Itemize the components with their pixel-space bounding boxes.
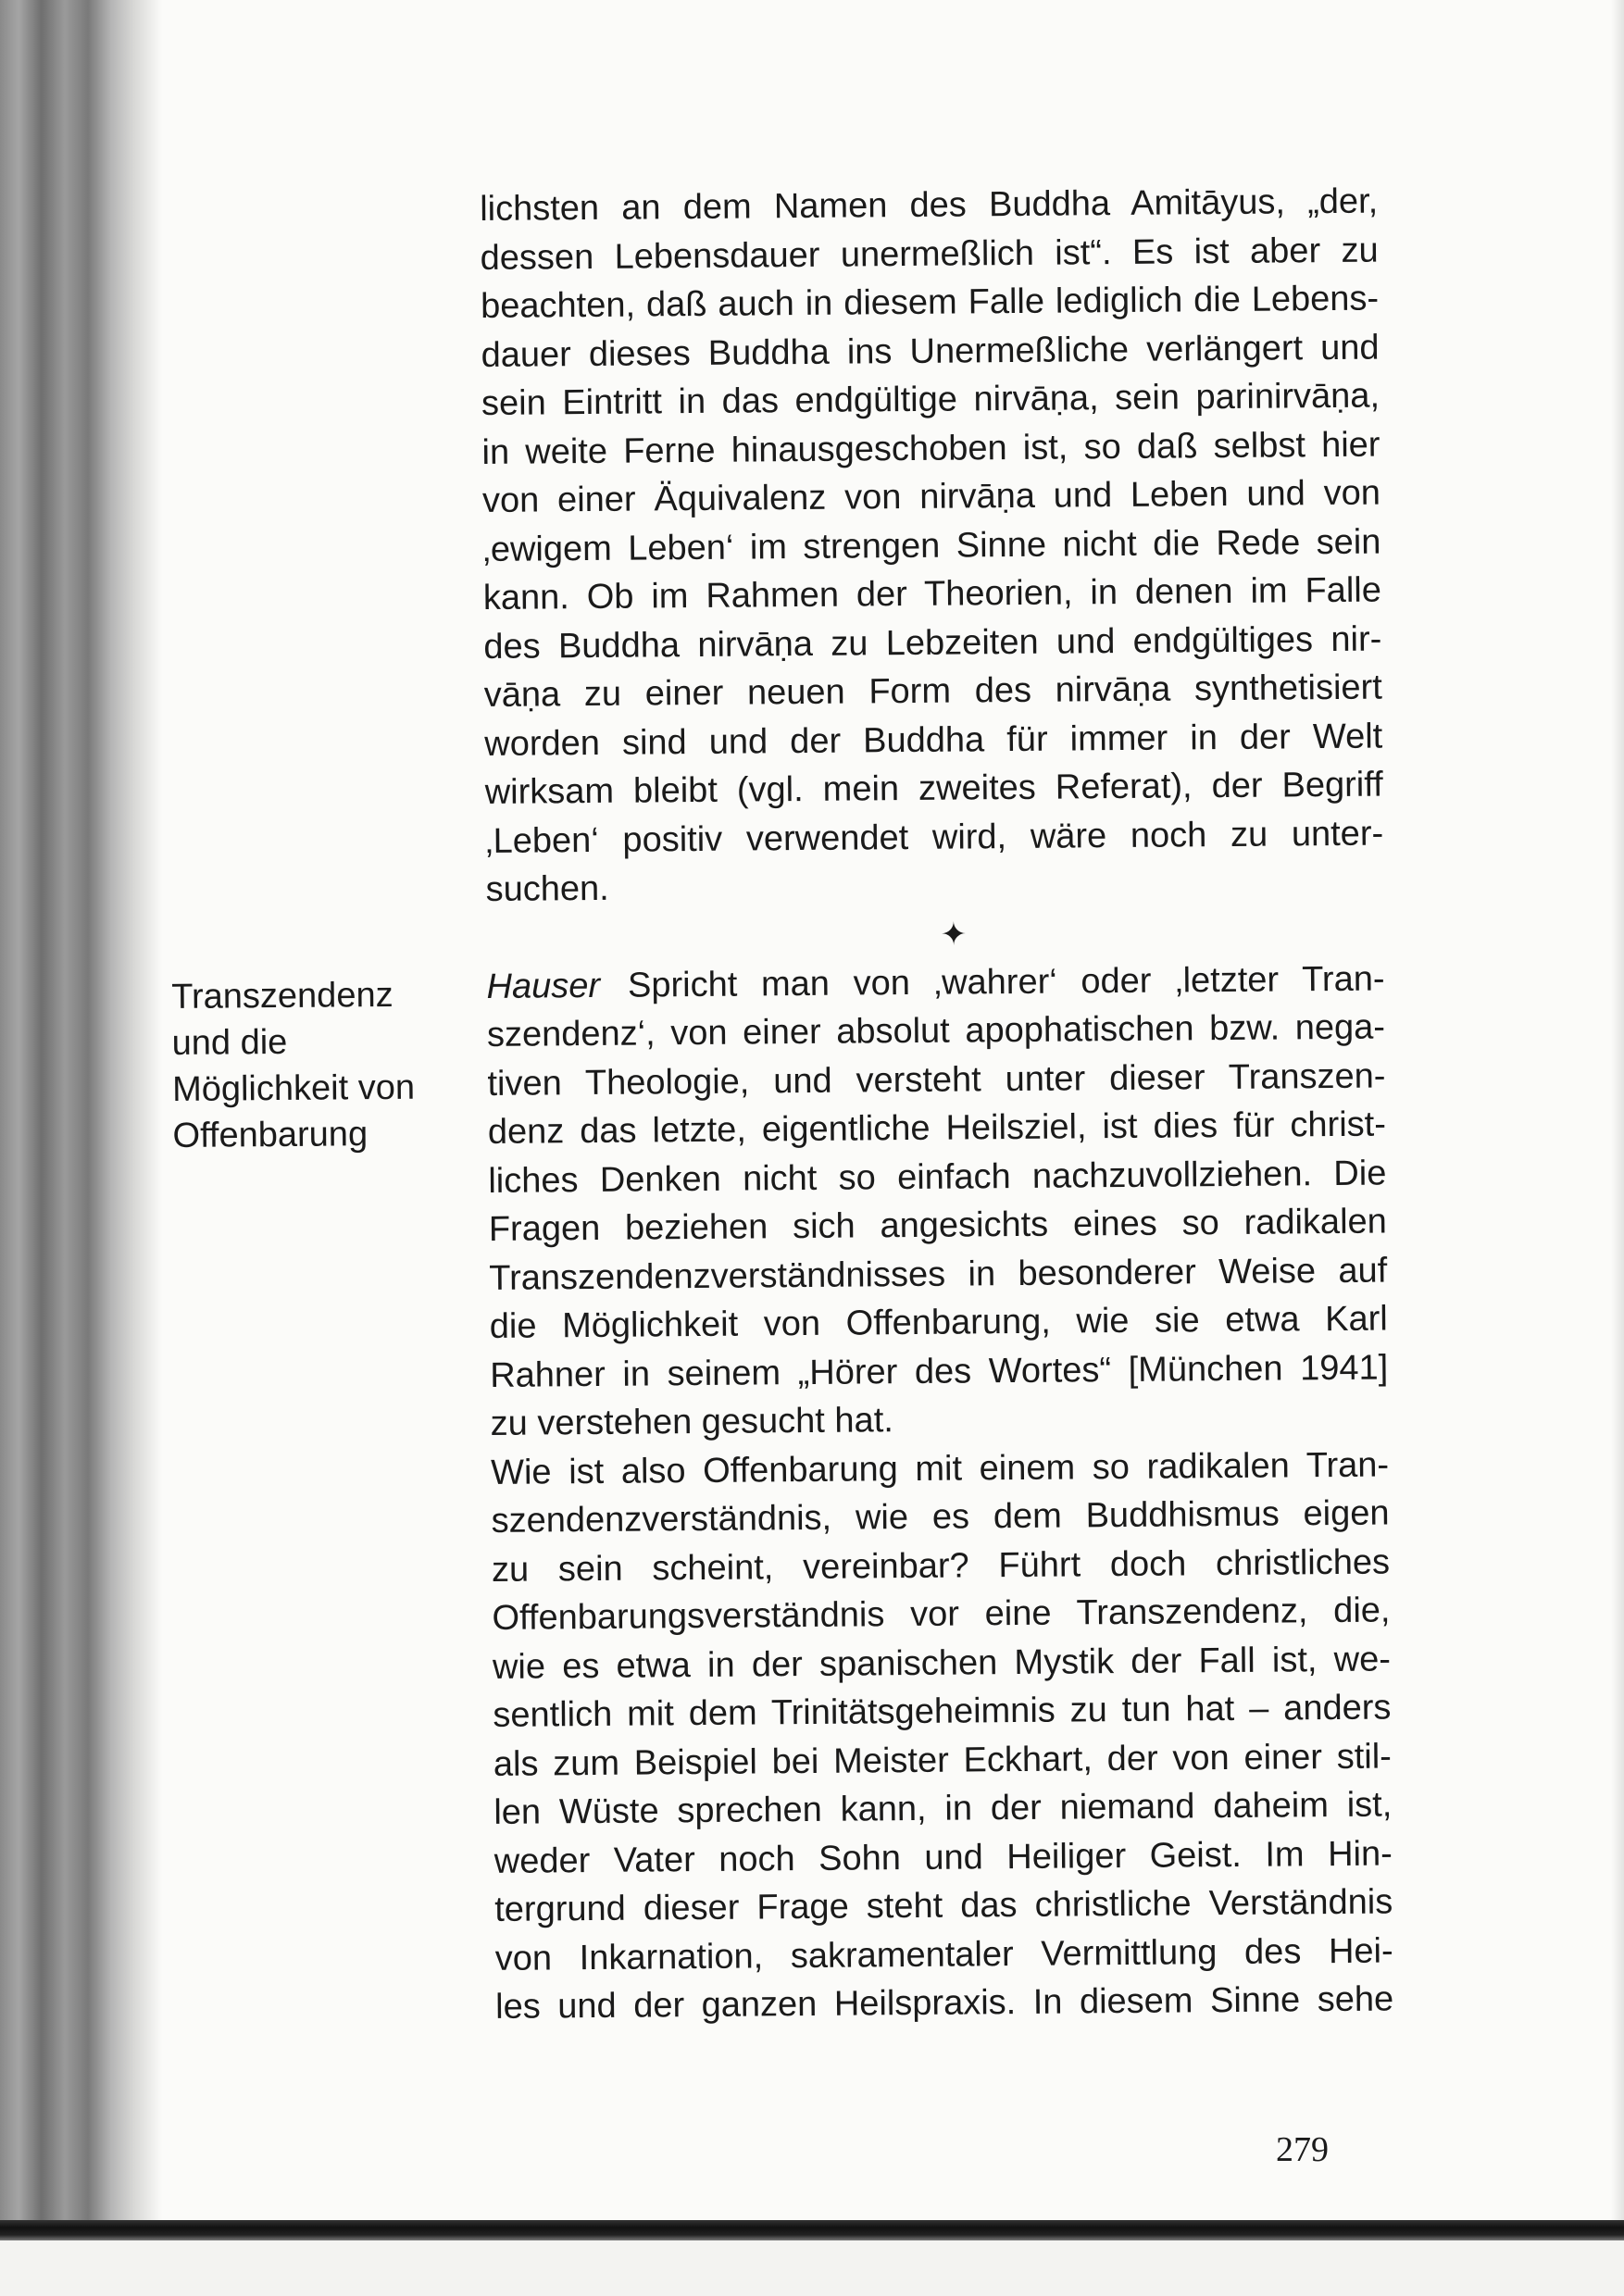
text-line: dauer dieses Buddha ins Unermeßliche verlängert und xyxy=(481,328,1380,375)
text-line: Fragen beziehen sich angesichts eines so radikalen xyxy=(488,1202,1387,1249)
text-line: szendenz‘, von einer absolut apophatischen bzw. nega- xyxy=(486,1007,1386,1054)
paragraph-offenbarung xyxy=(491,1441,1393,2031)
text-line: von Inkarnation, sakramentaler Vermittlung des Hei- xyxy=(494,1930,1393,1978)
text-line: weder Vater noch Sohn und Heiliger Geist. Im Hin- xyxy=(493,1833,1393,1881)
text-line: wirksam bleibt (vgl. mein zweites Referat), der Begriff xyxy=(484,765,1383,812)
text-line: ‚Leben‘ positiv verwendet wird, wäre noch zu unter- xyxy=(484,814,1384,861)
text-line: beachten, daß auch in diesem Falle lediglich die Lebens- xyxy=(480,279,1380,326)
speaker-name: Hauser xyxy=(486,966,601,1006)
text-line: wie es etwa in der spanischen Mystik der Fall ist, we- xyxy=(492,1639,1392,1687)
text-line: lichsten an dem Namen des Buddha Amitāyus, „der, xyxy=(480,181,1379,229)
text-line: worden sind und der Buddha für immer in der Welt xyxy=(484,717,1383,764)
scan-bottom-edge xyxy=(0,2220,1624,2240)
text-line: Spricht man von ‚wahrer‘ oder ‚letzter Tran- xyxy=(627,959,1385,1005)
text-line: in weite Ferne hinausgeschoben ist, so daß selbst hier xyxy=(481,425,1380,472)
text-line: Wie ist also Offenbarung mit einem so radikalen Tran- xyxy=(490,1444,1390,1492)
text-line: zu sein scheint, vereinbar? Führt doch christliches xyxy=(491,1541,1391,1590)
text-line: Offenbarungsverständnis vor eine Transzendenz, die, xyxy=(492,1591,1391,1638)
text-line: von einer Äquivalenz von nirvāṇa und Leben und von xyxy=(481,473,1381,520)
margin-heading-line: und die xyxy=(171,1022,288,1063)
margin-heading-line: Offenbarung xyxy=(172,1115,369,1155)
margin-heading-line: Möglichkeit von xyxy=(171,1067,416,1109)
text-line: sentlich mit dem Trinitätsgeheimnis zu tun hat – anders xyxy=(493,1688,1392,1735)
body-text xyxy=(480,178,1393,2032)
scan-bottom-strip xyxy=(0,2240,1624,2296)
text-line: tergrund dieser Frage steht das christliche Verständnis xyxy=(494,1882,1393,1929)
text-line: szendenzverständnis, wie es dem Buddhismus eigen xyxy=(491,1493,1390,1541)
text-line: Rahner in seinem „Hörer des Wortes“ [München 1941] xyxy=(490,1347,1389,1395)
section-divider-icon: ✦ xyxy=(940,916,968,953)
paragraph-hauser xyxy=(486,955,1389,1448)
text-line: les und der ganzen Heilspraxis. In diesem Sinne sehe xyxy=(494,1979,1394,2027)
text-line: als zum Beispiel bei Meister Eckhart, der von einer stil- xyxy=(493,1736,1393,1784)
text-line: dessen Lebensdauer unermeßlich ist“. Es ist aber zu xyxy=(480,231,1379,278)
text-line: denz das letzte, eigentliche Heilsziel, ist dies für christ- xyxy=(487,1104,1387,1152)
binding-shadow xyxy=(0,0,162,2250)
margin-heading xyxy=(171,971,442,1159)
text-line-first xyxy=(486,955,1384,1011)
text-line: len Wüste sprechen kann, in der niemand daheim ist, xyxy=(493,1785,1393,1832)
page-number: 279 xyxy=(1276,2130,1329,2169)
text-line: des Buddha nirvāṇa zu Lebzeiten und endgültiges nir- xyxy=(483,619,1382,667)
text-line: zu verstehen gesucht hat. xyxy=(490,1401,894,1443)
text-line: Transzendenzverständnisses in besonderer Weise auf xyxy=(489,1250,1388,1298)
text-line: liches Denken nicht so einfach nachzuvollziehen. Die xyxy=(488,1153,1387,1201)
text-line: die Möglichkeit von Offenbarung, wie sie etwa Karl xyxy=(489,1299,1388,1346)
text-line: kann. Ob im Rahmen der Theorien, in denen im Falle xyxy=(482,570,1382,618)
text-line: vāṇa zu einer neuen Form des nirvāṇa synthetisiert xyxy=(483,668,1382,715)
text-line: suchen. xyxy=(485,868,609,909)
text-line: sein Eintritt in das endgültige nirvāṇa, sein parinirvāṇa, xyxy=(481,376,1380,423)
text-line: ‚ewigem Leben‘ im strengen Sinne nicht die Rede sein xyxy=(482,522,1381,569)
page-right-edge xyxy=(1611,0,1624,2222)
paragraph-buddha-amitayus xyxy=(480,178,1384,915)
text-line: tiven Theologie, und versteht unter dieser Transzen- xyxy=(487,1055,1386,1104)
margin-heading-line: Transzendenz xyxy=(171,975,394,1017)
